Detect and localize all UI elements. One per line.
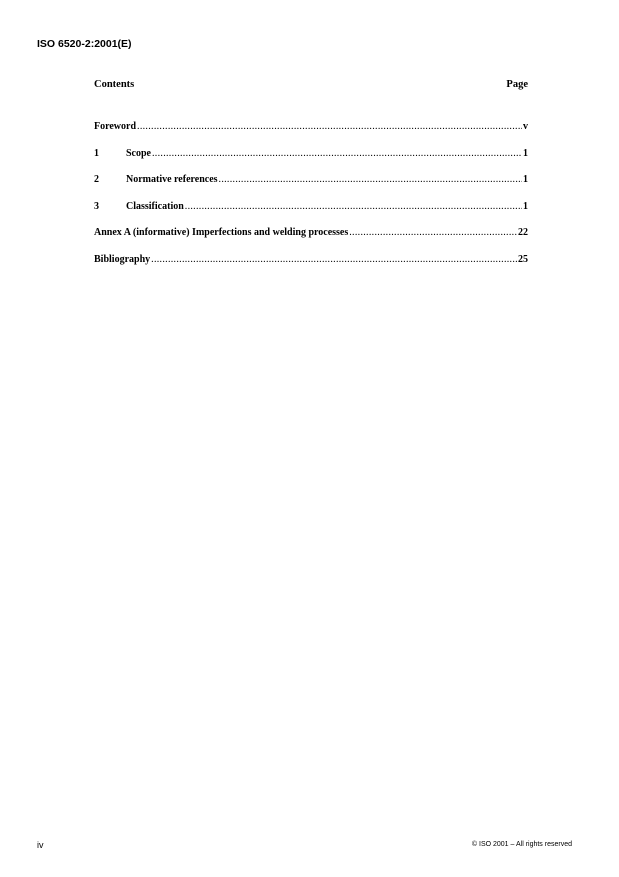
toc-entry-page: 22 (518, 227, 528, 238)
footer-page-number: iv (37, 840, 44, 850)
toc-entry-label: Foreword (94, 121, 137, 132)
toc-leader-dots (349, 227, 517, 238)
toc-entry-label: Bibliography (94, 253, 151, 265)
toc-entry-label: Scope (126, 147, 151, 159)
document-id-header: ISO 6520-2:2001(E) (37, 38, 132, 50)
toc-entry-classification[interactable] (94, 201, 528, 228)
toc-entry-foreword[interactable] (94, 121, 528, 148)
toc-entry-label: Normative references (126, 174, 218, 185)
contents-heading-row (94, 79, 528, 96)
page-column-label: Page (506, 79, 528, 90)
toc-entry-label: Annex A (informative) Imperfections and welding processes (94, 227, 349, 238)
toc-entry-number: 1 (94, 147, 99, 159)
contents-title: Contents (94, 79, 135, 90)
toc-leader-dots (219, 174, 522, 185)
toc-entry-label: Classification (126, 200, 184, 212)
toc-entry-page: v (523, 121, 528, 132)
toc-leader-dots (151, 254, 517, 265)
toc-entry-page: 25 (518, 253, 528, 265)
footer-copyright: © ISO 2001 – All rights reserved (471, 841, 572, 848)
table-of-contents (94, 79, 528, 280)
toc-entry-bibliography[interactable] (94, 254, 528, 281)
toc-entry-number: 3 (94, 200, 99, 212)
toc-list (94, 121, 528, 280)
toc-entry-number: 2 (94, 174, 99, 185)
toc-entry-normative-references[interactable] (94, 174, 528, 201)
toc-entry-page: 1 (523, 200, 528, 212)
toc-entry-scope[interactable] (94, 148, 528, 175)
toc-leader-dots (137, 121, 522, 132)
toc-entry-page: 1 (523, 147, 528, 159)
toc-leader-dots (185, 201, 522, 212)
toc-leader-dots (152, 148, 522, 159)
toc-entry-annex-a[interactable] (94, 227, 528, 254)
toc-entry-page: 1 (523, 174, 528, 185)
